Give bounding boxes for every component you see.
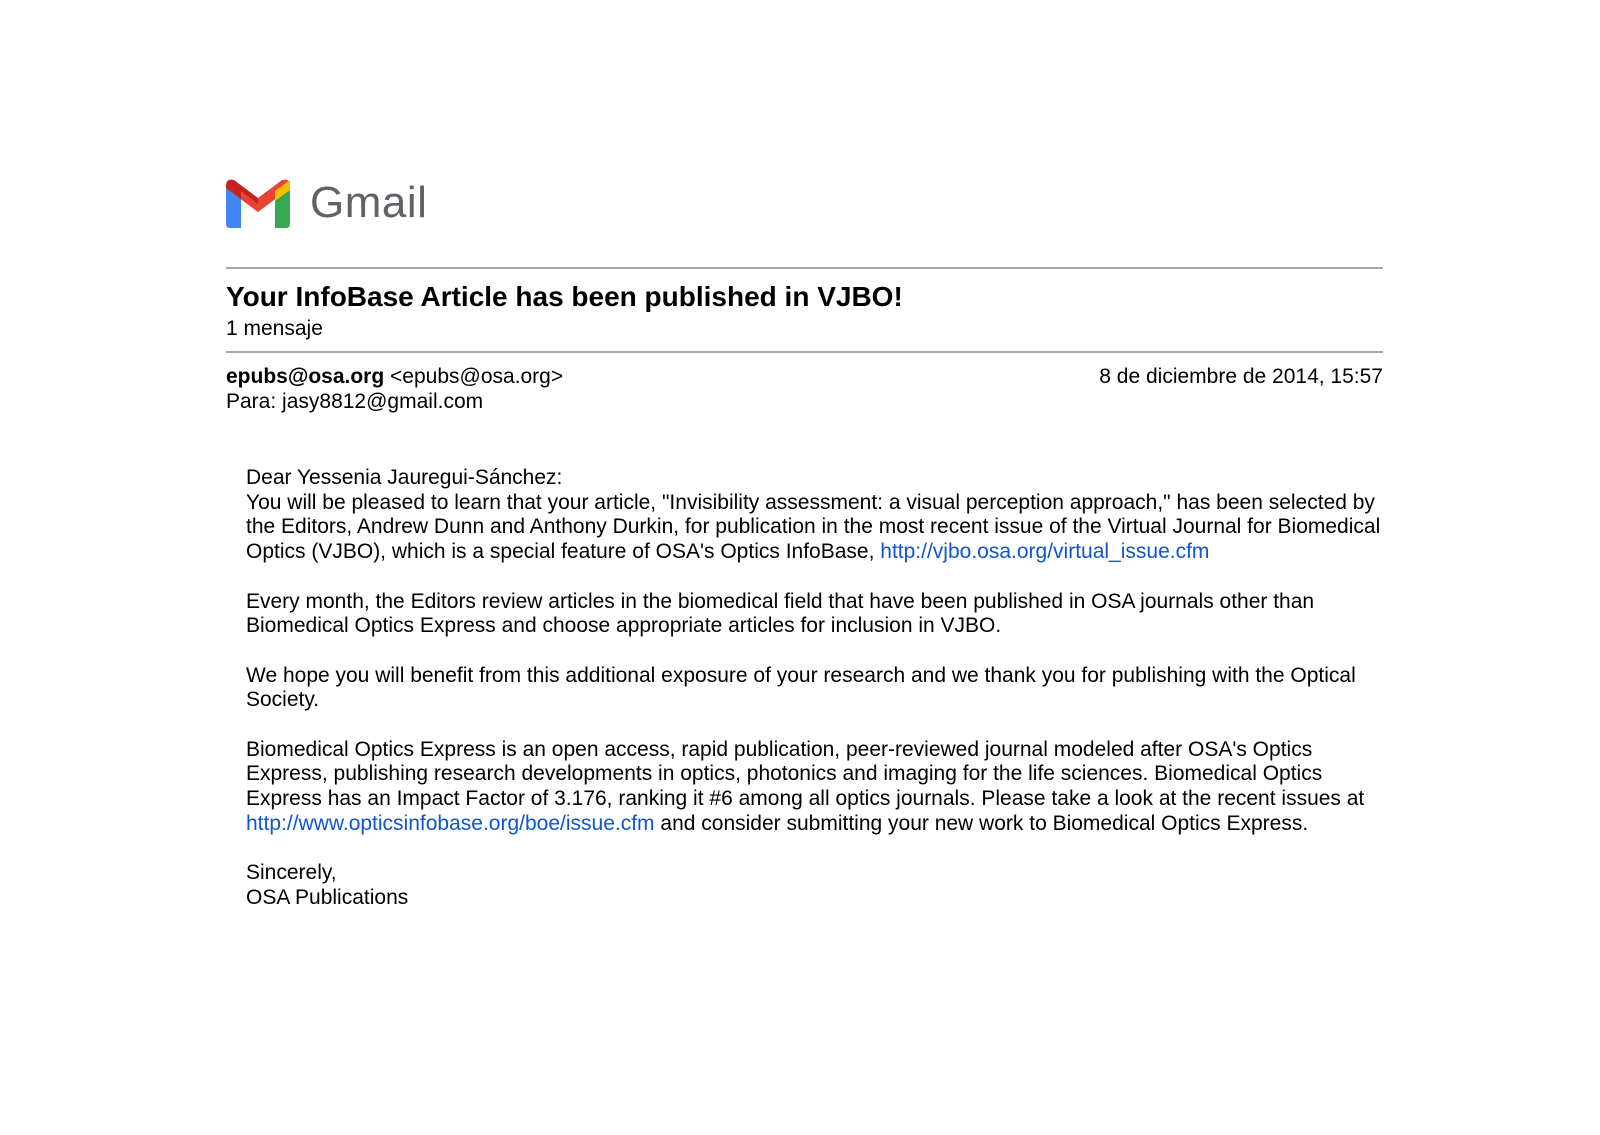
message-divider (226, 351, 1383, 353)
boe-issue-link[interactable]: http://www.opticsinfobase.org/boe/issue.cfm (246, 811, 655, 835)
paragraph-4-tail: and consider submitting your new work to Biomedical Optics Express. (660, 811, 1309, 835)
recipient-line (226, 389, 483, 414)
message-count: 1 mensaje (226, 317, 323, 340)
sender-line (226, 364, 563, 389)
message-date: 8 de diciembre de 2014, 15:57 (1099, 365, 1383, 388)
vjbo-issue-link[interactable]: http://vjbo.osa.org/virtual_issue.cfm (880, 540, 1210, 564)
gmail-logo (226, 176, 427, 230)
paragraph-3: We hope you will benefit from this additional exposure of your research and we thank you for publishing with the Optical Society. (246, 663, 1356, 712)
greeting: Dear Yessenia Jauregui-Sánchez: (246, 466, 563, 489)
paragraph-1 (246, 491, 1396, 565)
paragraph-1-text: You will be pleased to learn that your article, "Invisibility assessment: a visual perception approach," has been selected by the Editors, Andrew Dunn and Anthony Durkin, for publication in the most recent issue of the Virtual Journal for Biomedical Optics (VJBO), which is a special feature of OSA's Optics InfoBase, (246, 490, 1381, 564)
to-label: Para: (226, 390, 277, 413)
paragraph-2: Every month, the Editors review articles in the biomedical field that have been published in OSA journals other than Biomedical Optics Express and choose appropriate articles for inclusion in VJBO. (246, 589, 1315, 638)
sender-email: <epubs@osa.org> (390, 365, 564, 388)
signature: OSA Publications (246, 885, 409, 909)
message-body (246, 466, 1396, 911)
closing: Sincerely, (246, 861, 337, 885)
email-subject: Your InfoBase Article has been published in VJBO! (226, 281, 903, 312)
header-divider (226, 267, 1383, 269)
paragraph-4-text: Biomedical Optics Express is an open access, rapid publication, peer-reviewed journal modeled after OSA's Optics Express, publishing research developments in optics, photonics and imaging for the life sciences. Biomedical Optics Express has an Impact Factor of 3.176, ranking it #6 among all optics journals. Please take a look at the recent issues at (246, 737, 1365, 811)
to-address: jasy8812@gmail.com (282, 390, 484, 413)
gmail-wordmark: Gmail (310, 178, 428, 227)
sender-name: epubs@osa.org (226, 365, 385, 388)
gmail-m-icon (226, 178, 290, 228)
paragraph-4 (246, 738, 1396, 837)
